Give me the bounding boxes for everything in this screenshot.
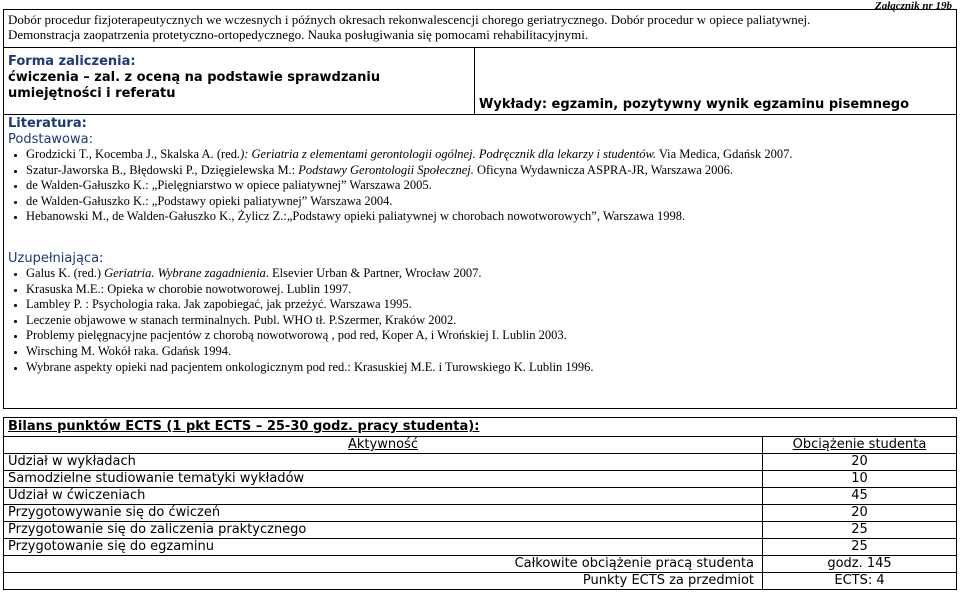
basic-literature-list bbox=[8, 147, 952, 225]
table-row bbox=[4, 505, 957, 522]
list-item: • Szatur-Jaworska B., Błędowski P., Dzięgielewska M.: Podstawy Gerontologii Społecznej. Oficyna Wydawnicza ASPRA-JR, Warszawa 2006. bbox=[26, 163, 952, 179]
points-row bbox=[4, 573, 957, 590]
list-item: • de Walden-Gałuszko K.: „Podstawy opieki paliatywnej” Warszawa 2004. bbox=[26, 194, 952, 210]
table-row bbox=[4, 454, 957, 471]
list-item: • Grodzicki T., Kocemba J., Skalska A. (red.): Geriatria z elementami gerontologii ogólnej. Podręcznik dla lekarzy i studentów. Via Medica, Gdańsk 2007. bbox=[26, 147, 952, 163]
form-exercises-text: ćwiczenia – zal. z oceną na podstawie sprawdzaniu umiejętności i referatu bbox=[8, 70, 381, 101]
list-item: • Wirsching M. Wokół raka. Gdańsk 1994. bbox=[26, 344, 952, 360]
activity-cell: Przygotowywanie się do ćwiczeń bbox=[4, 505, 763, 522]
ects-table bbox=[3, 417, 957, 590]
list-item: • Krasuska M.E.: Opieka w chorobie nowotworowej. Lublin 1997. bbox=[26, 282, 952, 298]
list-item: • Galus K. (red.) Geriatria. Wybrane zagadnienia. Elsevier Urban & Partner, Wrocław 2007. bbox=[26, 266, 952, 282]
table-row bbox=[4, 471, 957, 488]
syllabus-table bbox=[3, 9, 957, 409]
activity-cell: Udział w ćwiczeniach bbox=[4, 488, 763, 505]
literature-cell bbox=[4, 115, 957, 409]
description-cell bbox=[4, 10, 957, 48]
load-cell: 45 bbox=[763, 488, 957, 505]
table-row bbox=[4, 488, 957, 505]
points-value: ECTS: 4 bbox=[763, 573, 957, 590]
load-cell: 20 bbox=[763, 505, 957, 522]
list-item: • Leczenie objawowe w stanach terminalnych. Publ. WHO tł. P.Szermer, Kraków 2002. bbox=[26, 313, 952, 329]
list-item: • Wybrane aspekty opieki nad pacjentem onkologicznym pod red.: Krasuskiej M.E. i Turowskiego K. Lublin 1996. bbox=[26, 360, 952, 376]
ects-title: Bilans punktów ECTS (1 pkt ECTS – 25-30 godz. pracy studenta): bbox=[4, 418, 957, 437]
list-item: • Lambley P. : Psychologia raka. Jak zapobiegać, jak przeżyć. Warszawa 1995. bbox=[26, 297, 952, 313]
list-item: • Hebanowski M., de Walden-Gałuszko K., Żylicz Z.:„Podstawy opieki paliatywnej w chorobach nowotworowych”, Warszawa 1998. bbox=[26, 209, 952, 225]
form-right-cell bbox=[475, 48, 957, 115]
activity-cell: Przygotowanie się do egzaminu bbox=[4, 539, 763, 556]
load-cell: 20 bbox=[763, 454, 957, 471]
form-row bbox=[4, 48, 957, 115]
ects-section bbox=[3, 417, 957, 590]
table-row bbox=[4, 522, 957, 539]
ects-title-row bbox=[4, 418, 957, 437]
activity-cell: Samodzielne studiowanie tematyki wykładów bbox=[4, 471, 763, 488]
activity-column-header: Aktywność bbox=[4, 437, 763, 454]
list-item: • de Walden-Gałuszko K.: „Pielęgniarstwo w opiece paliatywnej” Warszawa 2005. bbox=[26, 178, 952, 194]
load-cell: 25 bbox=[763, 522, 957, 539]
table-row bbox=[4, 539, 957, 556]
activity-cell: Udział w wykładach bbox=[4, 454, 763, 471]
form-heading: Forma zaliczenia: bbox=[8, 54, 136, 69]
total-label: Całkowite obciążenie pracą studenta bbox=[4, 556, 763, 573]
supplementary-heading: Uzupełniająca: bbox=[8, 250, 104, 266]
description-row bbox=[4, 10, 957, 48]
literature-heading: Literatura: bbox=[8, 116, 87, 131]
total-row bbox=[4, 556, 957, 573]
total-value: godz. 145 bbox=[763, 556, 957, 573]
points-label: Punkty ECTS za przedmiot bbox=[4, 573, 763, 590]
description-line-2: Demonstracja zaopatrzenia protetyczno-ortopedycznego. Nauka posługiwania się pomocami rehabilitacyjnymi. bbox=[8, 27, 589, 42]
ects-header-row bbox=[4, 437, 957, 454]
load-column-header: Obciążenie studenta bbox=[763, 437, 957, 454]
basic-heading: Podstawowa: bbox=[8, 132, 93, 147]
list-item: • Problemy pielęgnacyjne pacjentów z chorobą nowotworową , pod red, Koper A, i Wrońskiej I. Lublin 2003. bbox=[26, 328, 952, 344]
form-lectures-text: Wykłady: egzamin, pozytywny wynik egzaminu pisemnego bbox=[479, 97, 910, 112]
description-line-1: Dobór procedur fizjoterapeutycznych we wczesnych i późnych okresach rekonwalescencji chorego geriatrycznego. Dobór procedur w opiece paliatywnej. bbox=[8, 12, 811, 27]
annex-label: Załącznik nr 19b bbox=[874, 0, 952, 12]
form-left-cell bbox=[4, 48, 475, 115]
literature-row bbox=[4, 115, 957, 409]
load-cell: 10 bbox=[763, 471, 957, 488]
activity-cell: Przygotowanie się do zaliczenia praktycznego bbox=[4, 522, 763, 539]
load-cell: 25 bbox=[763, 539, 957, 556]
supplementary-literature-list bbox=[8, 266, 952, 375]
